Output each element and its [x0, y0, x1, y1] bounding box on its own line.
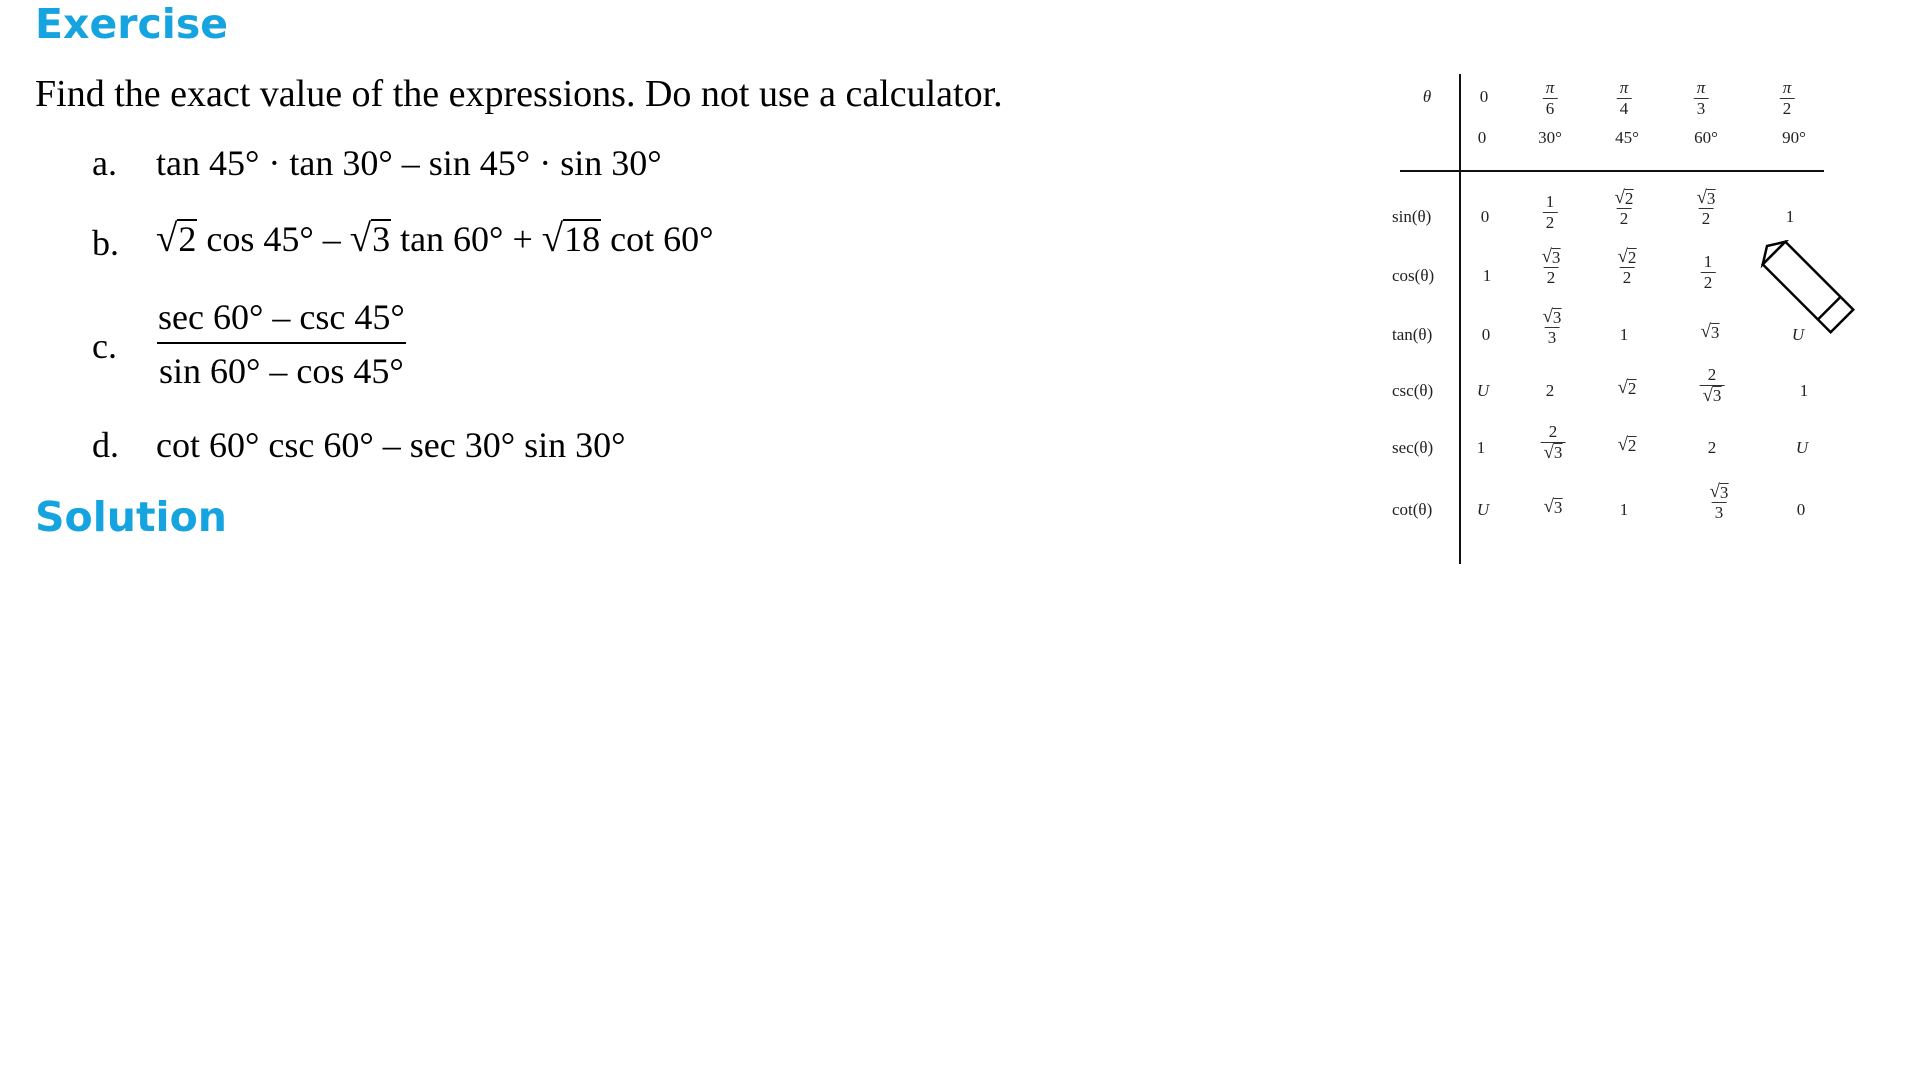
csc-60: 2 √ 3 [1700, 365, 1725, 405]
deg-90: 90° [1782, 128, 1806, 147]
table-vertical-rule [1459, 74, 1461, 564]
problem-a-expression [156, 142, 662, 184]
instructions-text: Find the exact value of the expressions. Do not use a calculator. [35, 73, 1003, 115]
deg-60: 60° [1694, 128, 1718, 147]
fraction [156, 296, 407, 392]
sin-30: $\frac{1}{2}$ [1543, 192, 1558, 232]
sin-60: √ 3 2 [1696, 187, 1716, 228]
sqrt: √ 3 [349, 217, 391, 260]
term: cot 60° [610, 219, 714, 259]
row-label-cot: cot(θ) [1392, 500, 1433, 519]
rad-0: 0 [1479, 87, 1489, 106]
minus-operator: – [401, 143, 420, 183]
dot-operator: · [268, 143, 281, 183]
tan-60: √ 3 [1700, 321, 1720, 342]
fraction-denominator: sin 60° – cos 45° [157, 342, 406, 392]
row-label-sec: sec(θ) [1392, 438, 1434, 457]
sec-90: U [1795, 438, 1809, 457]
tan-90: U [1791, 325, 1805, 344]
problem-c-expression [156, 296, 407, 392]
rad-pi-3: $\frac{\pi}{3}$ [1694, 78, 1709, 118]
problem-c-letter: c. [92, 326, 117, 366]
csc-30: 2 [1545, 381, 1555, 400]
problem-b-expression [156, 218, 714, 260]
tan-30: √ 3 3 [1542, 306, 1562, 347]
tan-45: 1 [1619, 325, 1629, 344]
cot-0: U [1476, 500, 1490, 519]
dot-operator: · [539, 143, 552, 183]
row-label-cos: cos(θ) [1392, 266, 1435, 285]
theta-header: θ [1422, 87, 1432, 106]
tan-0: 0 [1481, 325, 1491, 344]
problem-d-expression: cot 60° csc 60° – sec 30° sin 30° [156, 425, 626, 465]
exercise-heading: Exercise [35, 0, 229, 48]
csc-45: √ 2 [1617, 377, 1637, 398]
sec-60: 2 [1707, 438, 1717, 457]
term: sin 45° [428, 143, 531, 183]
cot-30: √ 3 [1543, 496, 1563, 517]
term: tan 30° [289, 143, 393, 183]
cot-90: 0 [1796, 500, 1806, 519]
minus-operator: – [322, 219, 341, 259]
fraction-numerator: sec 60° – csc 45° [158, 297, 405, 337]
problem-b-letter: b. [92, 223, 119, 263]
deg-0: 0 [1477, 128, 1487, 147]
term: cos 45° [206, 219, 314, 259]
rad-pi-4: $\frac{\pi}{4}$ [1617, 78, 1632, 118]
term: sin 30° [560, 143, 662, 183]
sin-45: √ 2 2 [1614, 187, 1634, 228]
pencil-icon [1755, 240, 1865, 350]
sin-0: 0 [1480, 207, 1490, 226]
sec-45: √ 2 [1617, 434, 1637, 455]
cos-0: 1 [1482, 266, 1492, 285]
solution-heading: Solution [35, 493, 227, 541]
term: tan 45° [156, 143, 260, 183]
plus-operator: + [512, 219, 533, 259]
pencil-body [1763, 242, 1854, 333]
cos-60: $\frac{1}{2}$ [1701, 252, 1716, 292]
sin-90: 1 [1785, 207, 1795, 226]
cot-60: √ 3 3 [1709, 481, 1729, 522]
sqrt: √ 2 [156, 217, 197, 260]
deg-45: 45° [1615, 128, 1639, 147]
term: tan 60° [400, 219, 504, 259]
rad-pi-6: $\frac{\pi}{6}$ [1543, 78, 1558, 118]
csc-0: U [1476, 381, 1490, 400]
row-label-csc: csc(θ) [1392, 381, 1434, 400]
deg-30: 30° [1538, 128, 1562, 147]
table-horizontal-rule [1400, 170, 1824, 172]
rad-pi-2: $\frac{\pi}{2}$ [1780, 78, 1795, 118]
row-label-sin: sin(θ) [1392, 207, 1432, 226]
problem-d-letter: d. [92, 425, 119, 465]
cos-30: √ 3 2 [1541, 246, 1561, 287]
problem-a-letter: a. [92, 143, 117, 183]
cos-45: √ 2 2 [1617, 246, 1637, 287]
sqrt: √ 18 [541, 217, 601, 260]
sec-0: 1 [1476, 438, 1486, 457]
row-label-tan: tan(θ) [1392, 325, 1433, 344]
sec-30: 2 √ 3 [1541, 422, 1566, 462]
csc-90: 1 [1799, 381, 1809, 400]
cot-45: 1 [1619, 500, 1629, 519]
